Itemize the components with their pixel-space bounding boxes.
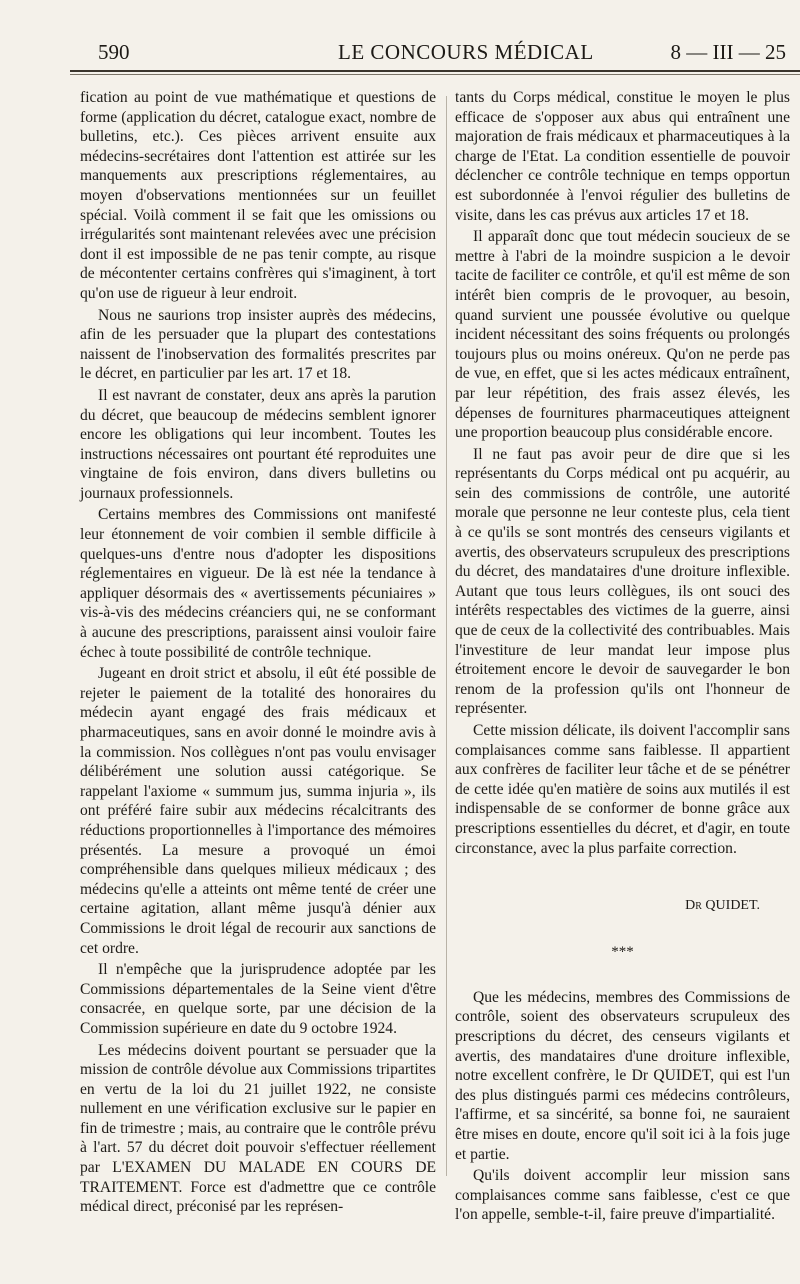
page-number: 590 — [98, 40, 130, 64]
column-separator — [446, 96, 447, 1176]
header-rule-thin — [70, 74, 800, 75]
section-separator: *** — [611, 943, 634, 960]
paragraph: Il apparaît donc que tout médecin soucieux de se mettre à l'abri de la moindre suspicion a le devoir tacite de faciliter ce contrôle, et qu'il est même de son intérêt bien compris de le provoquer, au besoin, quand survient une poussée évolutive ou quelque incident nécessitant des soins fréquents ou prolongés toujours plus ou moins onéreux. Qu'on ne perde pas de vue, en effet, que si les actes médicaux entraînent, par leur répétition, des frais assez élevés, les dépenses de fournitures pharmaceutiques atteignent une proportion beaucoup plus considérable encore. — [455, 228, 790, 442]
paragraph: fication au point de vue mathématique et questions de forme (application du décret, catalogue exact, nombre de bulletins, etc.). Ces pièces arrivent ensuite aux médecins-secrétaires dont l'attention est attirée sur les manquements aux prescriptions réglementaires, au moyen d'observations mentionnées sur un feuillet spécial. Voilà comment il se fait que les omissions ou irrégularités sont maintenant relevées avec une précision dont il est impossible de ne pas tenir compte, au risque de mécontenter certains confrères qui s'imaginent, à tort qu'on use de rigueur à leur endroit. — [80, 89, 436, 302]
header-rule — [70, 70, 800, 72]
issue-date: 8 — III — 25 — [670, 40, 786, 64]
paragraph: Nous ne saurions trop insister auprès des médecins, afin de les persuader que la plupart des contestations naissent de l'inobservation des formalités prescrites par le décret, en particulier par les art. 17 et 18. — [80, 306, 436, 383]
left-column — [80, 88, 436, 1217]
journal-title: LE CONCOURS MÉDICAL — [338, 40, 594, 64]
paragraph: Les médecins doivent pourtant se persuader que la mission de contrôle dévolue aux Commissions tripartites en vertu de la loi du 21 juillet 1922, ne consiste nullement en une vérification exclusive sur le papier en fin de trimestre ; mais, au contraire que le contrôle prévu à l'art. 57 du décret doit pouvoir s'effectuer réellement par L'EXAMEN DU MALADE EN COURS DE TRAITEMENT. Force est d'admettre que ce contrôle médical direct, préconisé par les représen- — [80, 1041, 436, 1216]
paragraph: Jugeant en droit strict et absolu, il eût été possible de rejeter le paiement de la totalité des honoraires du médecin ayant engagé des frais médicaux et pharmaceutiques, sans en avoir donné le moindre avis à la commission. Nos collègues n'ont pas voulu envisager délibérément une solution aussi catégorique. Se rappelant l'axiome « summum jus, summa injuria », ils ont préféré faire subir aux médecins récalcitrants des réductions proportionnelles à l'importance des mémoires présentés. La mesure a provoqué un émoi compréhensible dans quelques milieux médicaux ; des médecins qu'elle a atteints ont même tenté de créer une certaine agitation, allant même jusqu'à dénier aux Commissions le droit légal de recourir aux sanctions de cet ordre. — [80, 665, 436, 957]
paragraph: Certains membres des Commissions ont manifesté leur étonnement de voir combien il semble difficile à quelques-uns d'entre nous d'adopter les dispositions réglementaires en vigueur. De là est née la tendance à appliquer désormais des « avertissements pécuniaires » vis-à-vis des médecins créanciers qui, ne se conformant à aucune des prescriptions, paraissent ainsi vouloir faire échec à toute possibilité de contrôle technique. — [80, 506, 436, 661]
paragraph: Cette mission délicate, ils doivent l'accomplir sans complaisances comme sans faiblesse. Il appartient aux confrères de faciliter leur tâche et de se pénétrer de cette idée qu'en matière de soins aux mutilés il est indispensable de se conformer de bonne grâce aux prescriptions essentielles du décret, et d'agir, en toute circonstance, avec la plus parfaite correction. — [455, 722, 790, 857]
author-signature: Dr QUIDET. — [685, 898, 760, 914]
paragraph: Il ne faut pas avoir peur de dire que si les représentants du Corps médical ont pu acquérir, au sein des commissions de contrôle, une autorité morale que personne ne leur conteste plus, cela tient à ce qu'ils se sont montrés des censeurs vigilants et avertis, des observateurs scrupuleux des prescriptions du décret, des mandataires d'une droiture inflexible. Autant que tous leurs collègues, ils ont souci des intérêts respectables des victimes de la guerre, ainsi que de ceux de la collectivité des contribuables. Mais l'investiture de leur mandat leur impose plus étroitement encore le devoir de sauvegarder le bon renom de la profession qu'ils ont l'honneur de représenter. — [455, 445, 790, 718]
paragraph: Il est navrant de constater, deux ans après la parution du décret, que beaucoup de médecins semblent ignorer encore les obligations qui leur incombent. Toutes les instructions nécessaires ont pourtant été reproduites une vingtaine de fois environ, dans divers bulletins ou journaux professionnels. — [80, 386, 436, 502]
closing-paragraph: Que les médecins, membres des Commissions de contrôle, soient des observateurs scrupuleux des prescriptions du décret, des censeurs vigilants et avertis, des mandataires d'une droiture inflexible, notre excellent confrère, le Dr QUIDET, qui est l'un des plus distingués parmi ces médecins contrôleurs, l'affirme, et sa sincérité, sa bonne foi, ne sauraient être mises en doute, encore qu'il soit ici à la fois juge et partie. — [455, 988, 790, 1163]
right-column — [455, 88, 790, 1225]
page-header — [98, 38, 786, 68]
closing-paragraph: Qu'ils doivent accomplir leur mission sans complaisances comme sans faiblesse, c'est ce que l'on appelle, semble-t-il, faire preuve d'impartialité. — [455, 1167, 790, 1224]
paragraph: tants du Corps médical, constitue le moyen le plus efficace de s'opposer aux abus qui entraînent une majoration de frais médicaux et pharmaceutiques à la charge de l'Etat. La condition essentielle de pouvoir déclencher ce contrôle technique en temps opportun est subordonnée à l'envoi régulier des bulletins de visite, dans les cas prévus aux articles 17 et 18. — [455, 89, 790, 224]
paragraph: Il n'empêche que la jurisprudence adoptée par les Commissions départementales de la Seine vient d'être consacrée, en quelque sorte, par une décision de la Commission supérieure en date du 9 octobre 1924. — [80, 961, 436, 1037]
